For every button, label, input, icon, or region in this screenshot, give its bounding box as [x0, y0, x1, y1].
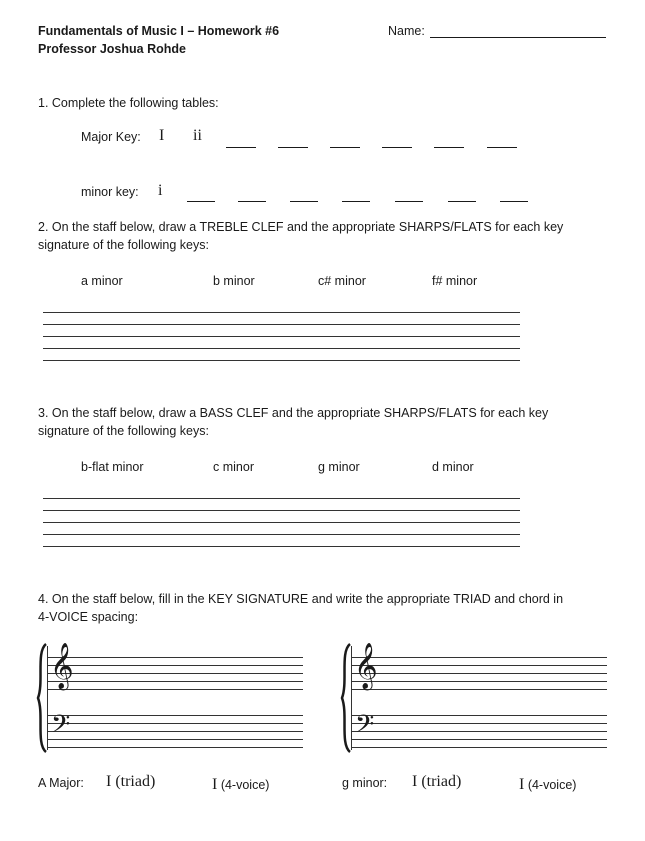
- q4-left-triad-label: I (triad): [106, 773, 156, 790]
- q4-prompt-line2: 4-VOICE spacing:: [38, 610, 139, 624]
- professor-name: Professor Joshua Rohde: [38, 42, 186, 56]
- q2-key-2: b minor: [213, 274, 255, 288]
- minor-blank-8[interactable]: [500, 188, 528, 202]
- brace-icon: [32, 642, 52, 754]
- q2-prompt-line2: signature of the following keys:: [38, 238, 209, 252]
- major-blank-5[interactable]: [330, 134, 360, 148]
- q3-key-1: b-flat minor: [81, 460, 144, 474]
- q3-prompt-line2: signature of the following keys:: [38, 424, 209, 438]
- major-numeral-1: I: [159, 127, 165, 144]
- q3-key-2: c minor: [213, 460, 254, 474]
- treble-clef-icon: 𝄞: [354, 643, 378, 689]
- homework-title: Fundamentals of Music I – Homework #6: [38, 24, 280, 38]
- name-label: Name:: [388, 24, 425, 38]
- minor-blank-4[interactable]: [290, 188, 318, 202]
- major-key-label: Major Key:: [81, 130, 141, 144]
- major-blank-4[interactable]: [278, 134, 308, 148]
- minor-blank-3[interactable]: [238, 188, 266, 202]
- major-blank-3[interactable]: [226, 134, 256, 148]
- minor-blank-7[interactable]: [448, 188, 476, 202]
- q2-key-3: c# minor: [318, 274, 366, 288]
- q4-right-voice-label: [519, 776, 576, 794]
- q4-right-key-label: g minor:: [342, 776, 388, 790]
- q1-prompt: 1. Complete the following tables:: [38, 96, 219, 110]
- bass-clef-icon: 𝄢: [51, 710, 71, 745]
- major-blank-8[interactable]: [487, 134, 517, 148]
- brace-icon: [336, 642, 356, 754]
- q2-prompt-line1: 2. On the staff below, draw a TREBLE CLEF and the appropriate SHARPS/FLATS for each key: [38, 220, 564, 234]
- q4-right-triad-label: I (triad): [412, 773, 462, 790]
- minor-numeral-1: i: [158, 182, 163, 199]
- major-blank-6[interactable]: [382, 134, 412, 148]
- minor-blank-2[interactable]: [187, 188, 215, 202]
- q3-key-3: g minor: [318, 460, 360, 474]
- minor-key-label: minor key:: [81, 185, 139, 199]
- q4-left-voice-label: [212, 776, 269, 794]
- q3-key-4: d minor: [432, 460, 474, 474]
- bass-clef-icon: 𝄢: [355, 710, 375, 745]
- q2-key-4: f# minor: [432, 274, 478, 288]
- q4-left-voice-text: (4-voice): [220, 778, 270, 792]
- q4-right-voice-text: (4-voice): [527, 778, 577, 792]
- q4-left-key-label: A Major:: [38, 776, 84, 790]
- minor-blank-6[interactable]: [395, 188, 423, 202]
- q4-prompt-line1: 4. On the staff below, fill in the KEY SIGNATURE and write the appropriate TRIAD and chord in: [38, 592, 564, 606]
- major-numeral-2: ii: [193, 127, 202, 144]
- q2-key-1: a minor: [81, 274, 123, 288]
- minor-blank-5[interactable]: [342, 188, 370, 202]
- name-input-line[interactable]: [430, 24, 606, 38]
- q4-left-voice-numeral: I: [212, 776, 218, 793]
- q4-right-voice-numeral: I: [519, 776, 525, 793]
- major-blank-7[interactable]: [434, 134, 464, 148]
- treble-clef-icon: 𝄞: [50, 643, 74, 689]
- q3-prompt-line1: 3. On the staff below, draw a BASS CLEF and the appropriate SHARPS/FLATS for each key: [38, 406, 549, 420]
